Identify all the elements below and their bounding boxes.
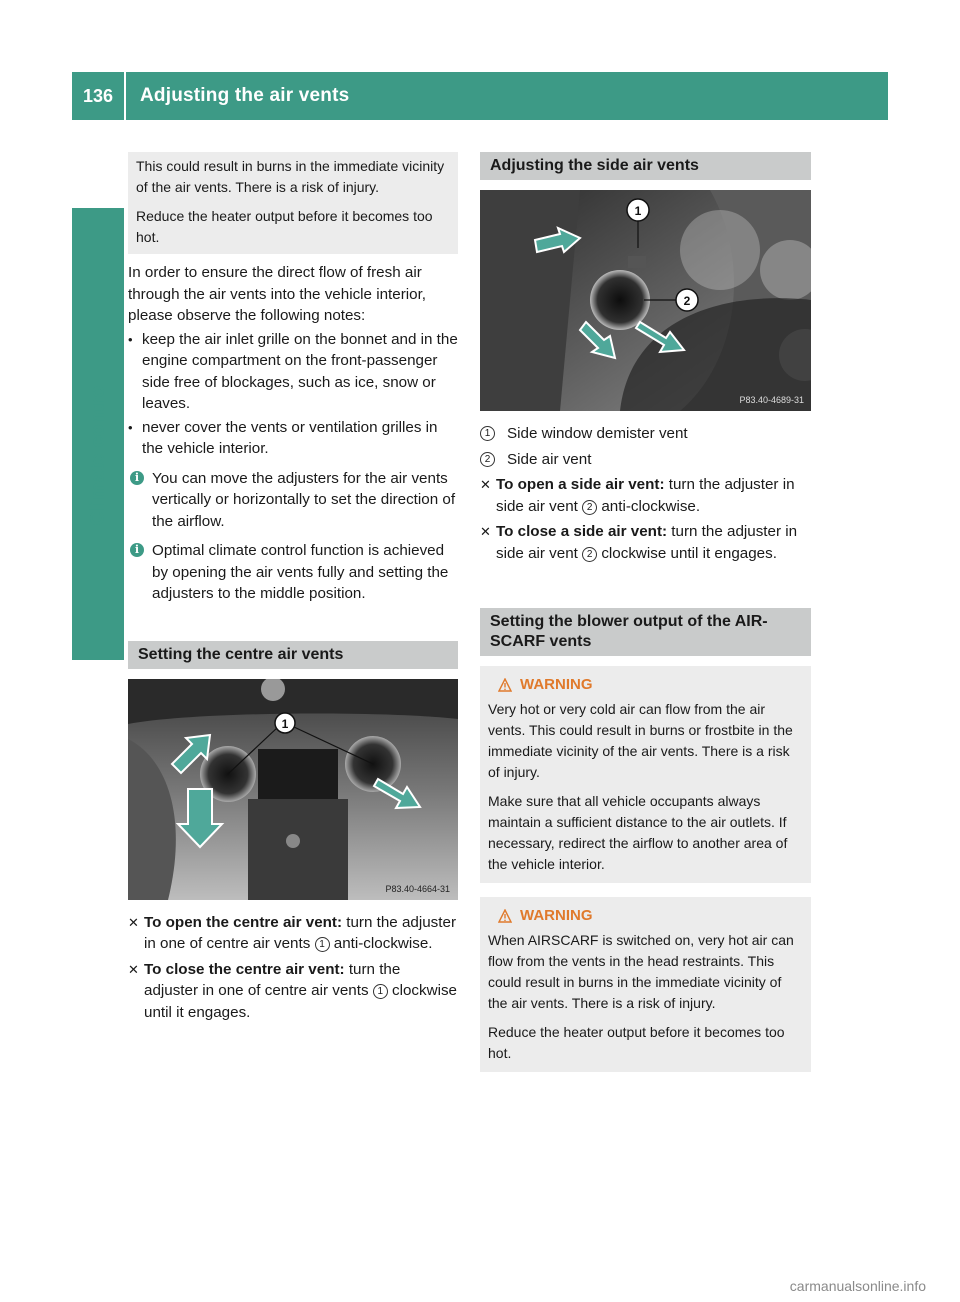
- left-column: [128, 152, 458, 1023]
- warning-text: When AIRSCARF is switched on, very hot air can flow from the vents in the head restraints. This could result in burns in the immediate vicinity of the air vents. There is a risk of injury.: [488, 932, 794, 1011]
- continued-warning-box: [128, 152, 458, 254]
- page-title: Adjusting the air vents: [140, 85, 350, 106]
- image-code: P83.40-4664-31: [385, 883, 450, 894]
- section-heading-side-vents: Adjusting the side air vents: [480, 152, 811, 180]
- right-column: [480, 152, 811, 1072]
- warning-text: Very hot or very cold air can flow from the air vents. This could result in burns or frostbite in the immediate vicinity of the air vents. There is a risk of injury.: [488, 701, 793, 780]
- warning-text: Reduce the heater output before it becomes too hot.: [488, 1024, 785, 1061]
- step-arrow-icon: ✕: [480, 524, 491, 539]
- step-arrow-icon: ✕: [128, 961, 139, 977]
- info-note: [128, 468, 458, 533]
- step-text: To open a side air vent: turn the adjuster in side air vent 2 anti-clockwise.: [496, 476, 795, 515]
- list-item-text: never cover the vents or ventilation grilles in the vehicle interior.: [142, 418, 438, 457]
- instruction-step: [480, 521, 811, 564]
- info-note: [128, 540, 458, 605]
- section-heading-centre-vents: Setting the centre air vents: [128, 641, 458, 669]
- warning-title: WARNING: [488, 905, 803, 926]
- info-icon: i: [128, 543, 146, 557]
- legend-item: [480, 449, 811, 471]
- image-code: P83.40-4689-31: [739, 395, 804, 405]
- instruction-step: [128, 912, 458, 955]
- page-number: 136: [82, 85, 114, 106]
- bullet-icon: •: [128, 331, 133, 347]
- chapter-tab-text-holder: [80, 380, 116, 660]
- note-text: Reduce the heater output before it becomes too hot.: [136, 208, 433, 245]
- svg-text:2: 2: [683, 294, 691, 308]
- footer-watermark[interactable]: carmanualsonline.info: [789, 1278, 926, 1294]
- centre-vents-photo: [128, 679, 458, 900]
- warning-text: Make sure that all vehicle occupants always maintain a sufficient distance to the air outlets. If necessary, redirect the airflow to another area of the vehicle interior.: [488, 793, 788, 872]
- instruction-step: [480, 474, 811, 517]
- bullet-icon: •: [128, 419, 133, 435]
- side-vents-photo: [480, 190, 811, 411]
- page-header: [72, 72, 888, 120]
- step-text: To close a side air vent: turn the adjuster in side air vent 2 clockwise until it engages.: [496, 523, 798, 562]
- warning-box: [480, 897, 811, 1072]
- chapter-label: Climate control: [86, 380, 109, 526]
- info-icon: i: [128, 471, 146, 485]
- step-arrow-icon: ✕: [480, 477, 491, 492]
- callout-icon: 2: [480, 452, 495, 467]
- step-arrow-icon: ✕: [128, 914, 139, 930]
- instruction-step: [128, 959, 458, 1024]
- warning-title: WARNING: [488, 674, 803, 695]
- svg-text:1: 1: [281, 716, 289, 731]
- info-text: Optimal climate control function is achieved by opening the air vents fully and setting the adjusters to the middle position.: [152, 542, 449, 602]
- callout-icon: 1: [480, 426, 495, 441]
- list-item: [128, 417, 458, 460]
- legend-label: Side air vent: [507, 450, 592, 468]
- info-text: You can move the adjusters for the air vents vertically or horizontally to set the direction of the airflow.: [152, 469, 456, 530]
- svg-text:1: 1: [634, 204, 642, 218]
- warning-triangle-icon: [498, 678, 512, 692]
- warning-triangle-icon: [498, 909, 512, 923]
- intro-paragraph: In order to ensure the direct flow of fresh air through the air vents into the vehicle interior, please observe the following notes:: [128, 264, 427, 324]
- step-text: To open the centre air vent: turn the adjuster in one of centre air vents 1 anti-clockwise.: [144, 913, 457, 952]
- warning-box: [480, 666, 811, 883]
- section-heading-airscarf: Setting the blower output of the AIR-SCARF vents: [480, 608, 811, 656]
- list-item-text: keep the air inlet grille on the bonnet and in the engine compartment on the front-passenger side free of blockages, such as ice, snow or leaves.: [142, 330, 458, 412]
- legend-label: Side window demister vent: [507, 425, 688, 442]
- legend-item: [480, 423, 811, 445]
- list-item: [128, 329, 458, 415]
- step-text: To close the centre air vent: turn the adjuster in one of centre air vents 1 clockwise until it engages.: [144, 960, 458, 1021]
- note-text: This could result in burns in the immediate vicinity of the air vents. There is a risk of injury.: [136, 158, 445, 195]
